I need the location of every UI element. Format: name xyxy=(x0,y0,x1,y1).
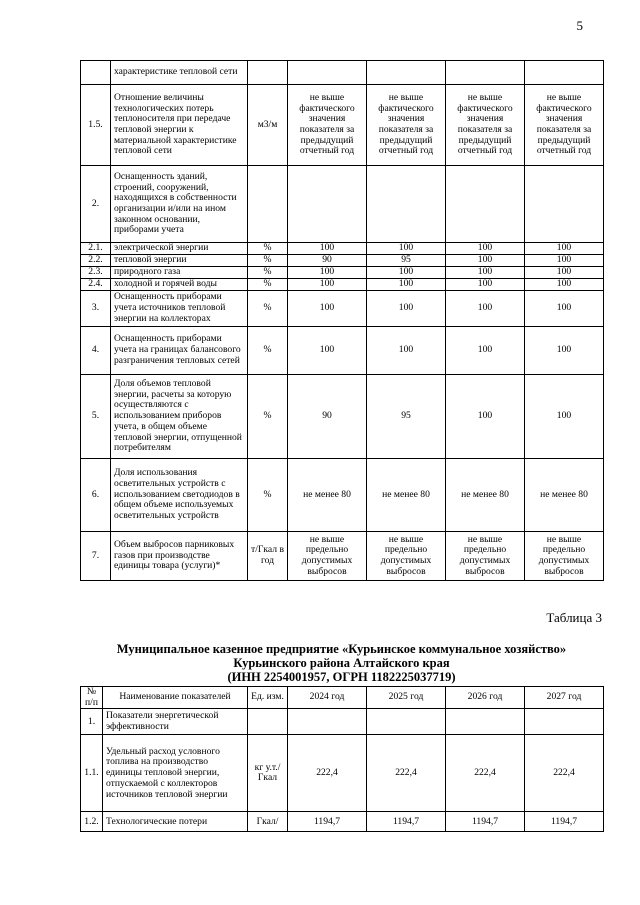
year-value-2027: не менее 80 xyxy=(525,459,604,532)
year-value-2026: 100 xyxy=(446,279,525,291)
year-value-2024 xyxy=(288,709,367,735)
year-value-2025 xyxy=(367,61,446,85)
indicators-table-continued xyxy=(80,60,604,581)
year-value-2024: 1194,7 xyxy=(288,812,367,832)
year-value-2026 xyxy=(446,166,525,243)
year-value-2024 xyxy=(288,61,367,85)
year-value-2025: не выше предельно допустимых выбросов xyxy=(367,532,446,581)
year-value-2024: не менее 80 xyxy=(288,459,367,532)
row-number: 2.2. xyxy=(81,255,111,267)
year-value-2026: 100 xyxy=(446,243,525,255)
indicator-name: Технологические потери xyxy=(103,812,248,832)
table-row xyxy=(81,279,604,291)
row-number: 1.5. xyxy=(81,85,111,166)
table-row xyxy=(81,267,604,279)
table-row xyxy=(81,255,604,267)
table-row xyxy=(81,327,604,375)
row-number: 2.3. xyxy=(81,267,111,279)
year-value-2026: 100 xyxy=(446,327,525,375)
row-number: 1.2. xyxy=(81,812,103,832)
year-value-2026 xyxy=(446,61,525,85)
row-number: 1.1. xyxy=(81,735,103,812)
table-row xyxy=(81,243,604,255)
year-value-2026: 222,4 xyxy=(446,735,525,812)
year-value-2024: 100 xyxy=(288,267,367,279)
year-value-2026: 100 xyxy=(446,291,525,327)
column-header: Ед. изм. xyxy=(248,687,288,709)
year-value-2026: 100 xyxy=(446,375,525,459)
year-value-2025: не выше фактического значения показателя за предыдущий отчетный год xyxy=(367,85,446,166)
table-3-caption: Таблица 3 xyxy=(546,610,602,625)
year-value-2024: 100 xyxy=(288,291,367,327)
year-value-2027 xyxy=(525,166,604,243)
year-value-2027: 100 xyxy=(525,267,604,279)
year-value-2027: не выше предельно допустимых выбросов xyxy=(525,532,604,581)
column-header: 2024 год xyxy=(288,687,367,709)
year-value-2026: 100 xyxy=(446,255,525,267)
indicator-name: Отношение величины технологических потерь теплоносителя при передаче тепловой энергии к материальной характеристике тепловой сети xyxy=(111,85,248,166)
unit-of-measure: Гкал/ xyxy=(248,812,288,832)
unit-of-measure: % xyxy=(248,243,288,255)
year-value-2025: 100 xyxy=(367,327,446,375)
year-value-2024: 90 xyxy=(288,375,367,459)
year-value-2027 xyxy=(525,709,604,735)
column-header: Наименование показателей xyxy=(103,687,248,709)
year-value-2025: 100 xyxy=(367,279,446,291)
indicator-name: тепловой энергии xyxy=(111,255,248,267)
year-value-2026: 100 xyxy=(446,267,525,279)
indicator-name: природного газа xyxy=(111,267,248,279)
year-value-2026: не менее 80 xyxy=(446,459,525,532)
indicator-name: характеристике тепловой сети xyxy=(111,61,248,85)
year-value-2027: не выше фактического значения показателя за предыдущий отчетный год xyxy=(525,85,604,166)
row-number: 4. xyxy=(81,327,111,375)
year-value-2027: 100 xyxy=(525,291,604,327)
row-number: 2. xyxy=(81,166,111,243)
row-number: 5. xyxy=(81,375,111,459)
row-number xyxy=(81,61,111,85)
indicator-name: Удельный расход условного топлива на производство единицы тепловой энергии, отпускаемой с коллекторов источников тепловой энергии xyxy=(103,735,248,812)
indicators-table-3 xyxy=(80,686,604,832)
year-value-2027: 100 xyxy=(525,327,604,375)
page-number: 5 xyxy=(576,18,583,33)
table-row xyxy=(81,291,604,327)
table-row xyxy=(81,459,604,532)
year-value-2027: 100 xyxy=(525,243,604,255)
year-value-2027 xyxy=(525,61,604,85)
unit-of-measure: % xyxy=(248,375,288,459)
table-row xyxy=(81,375,604,459)
indicator-name: электрической энергии xyxy=(111,243,248,255)
table-row xyxy=(81,85,604,166)
year-value-2027: 100 xyxy=(525,279,604,291)
table-row xyxy=(81,709,604,735)
year-value-2025 xyxy=(367,166,446,243)
year-value-2024: 222,4 xyxy=(288,735,367,812)
year-value-2025: 100 xyxy=(367,291,446,327)
unit-of-measure: % xyxy=(248,279,288,291)
org-registration: (ИНН 2254001957, ОГРН 1182225037719) xyxy=(227,670,456,684)
year-value-2025 xyxy=(367,709,446,735)
year-value-2025: 222,4 xyxy=(367,735,446,812)
year-value-2027: 1194,7 xyxy=(525,812,604,832)
year-value-2026: не выше фактического значения показателя за предыдущий отчетный год xyxy=(446,85,525,166)
year-value-2025: 95 xyxy=(367,375,446,459)
year-value-2024: не выше фактического значения показателя за предыдущий отчетный год xyxy=(288,85,367,166)
org-region: Курьинского района Алтайского края xyxy=(233,656,450,670)
unit-of-measure: % xyxy=(248,255,288,267)
year-value-2025: 100 xyxy=(367,267,446,279)
year-value-2024: 100 xyxy=(288,327,367,375)
year-value-2024: не выше предельно допустимых выбросов xyxy=(288,532,367,581)
year-value-2026: 1194,7 xyxy=(446,812,525,832)
indicator-name: холодной и горячей воды xyxy=(111,279,248,291)
table-row xyxy=(81,166,604,243)
indicator-name: Показатели энергетической эффективности xyxy=(103,709,248,735)
indicator-name: Доля объемов тепловой энергии, расчеты за которую осуществляются с использованием приборов учета, в общем объеме тепловой энергии, отпущенной потребителям xyxy=(111,375,248,459)
table-row xyxy=(81,61,604,85)
year-value-2025: 100 xyxy=(367,243,446,255)
table-row xyxy=(81,735,604,812)
year-value-2024: 100 xyxy=(288,243,367,255)
row-number: 6. xyxy=(81,459,111,532)
year-value-2025: 95 xyxy=(367,255,446,267)
unit-of-measure xyxy=(248,61,288,85)
row-number: 2.1. xyxy=(81,243,111,255)
year-value-2025: 1194,7 xyxy=(367,812,446,832)
table-row xyxy=(81,532,604,581)
year-value-2027: 100 xyxy=(525,375,604,459)
year-value-2027: 222,4 xyxy=(525,735,604,812)
indicator-name: Доля использования осветительных устройств с использованием светодиодов в общем объеме используемых осветительных устройств xyxy=(111,459,248,532)
row-number: 2.4. xyxy=(81,279,111,291)
row-number: 1. xyxy=(81,709,103,735)
table-row xyxy=(81,812,604,832)
column-header: 2025 год xyxy=(367,687,446,709)
unit-of-measure: % xyxy=(248,327,288,375)
year-value-2024: 100 xyxy=(288,279,367,291)
unit-of-measure: % xyxy=(248,291,288,327)
year-value-2026: не выше предельно допустимых выбросов xyxy=(446,532,525,581)
year-value-2026 xyxy=(446,709,525,735)
unit-of-measure: % xyxy=(248,267,288,279)
unit-of-measure: кг у.т./ Гкал xyxy=(248,735,288,812)
row-number: 3. xyxy=(81,291,111,327)
indicator-name: Оснащенность приборами учета на границах балансового разграничения тепловых сетей xyxy=(111,327,248,375)
unit-of-measure: т/Гкал в год xyxy=(248,532,288,581)
unit-of-measure: м3/м xyxy=(248,85,288,166)
table-header-row xyxy=(81,687,604,709)
indicator-name: Оснащенность приборами учета источников тепловой энергии на коллекторах xyxy=(111,291,248,327)
row-number: 7. xyxy=(81,532,111,581)
unit-of-measure: % xyxy=(248,459,288,532)
year-value-2024: 90 xyxy=(288,255,367,267)
unit-of-measure xyxy=(248,166,288,243)
column-header: 2026 год xyxy=(446,687,525,709)
year-value-2025: не менее 80 xyxy=(367,459,446,532)
indicator-name: Объем выбросов парниковых газов при производстве единицы товара (услуги)* xyxy=(111,532,248,581)
org-name: Муниципальное казенное предприятие «Курьинское коммунальное хозяйство» xyxy=(116,642,567,656)
indicator-name: Оснащенность зданий, строений, сооружений, находящихся в собственности организации и/или на ином законном основании, приборами учета xyxy=(111,166,248,243)
year-value-2024 xyxy=(288,166,367,243)
year-value-2027: 100 xyxy=(525,255,604,267)
column-header: № п/п xyxy=(81,687,103,709)
column-header: 2027 год xyxy=(525,687,604,709)
unit-of-measure xyxy=(248,709,288,735)
